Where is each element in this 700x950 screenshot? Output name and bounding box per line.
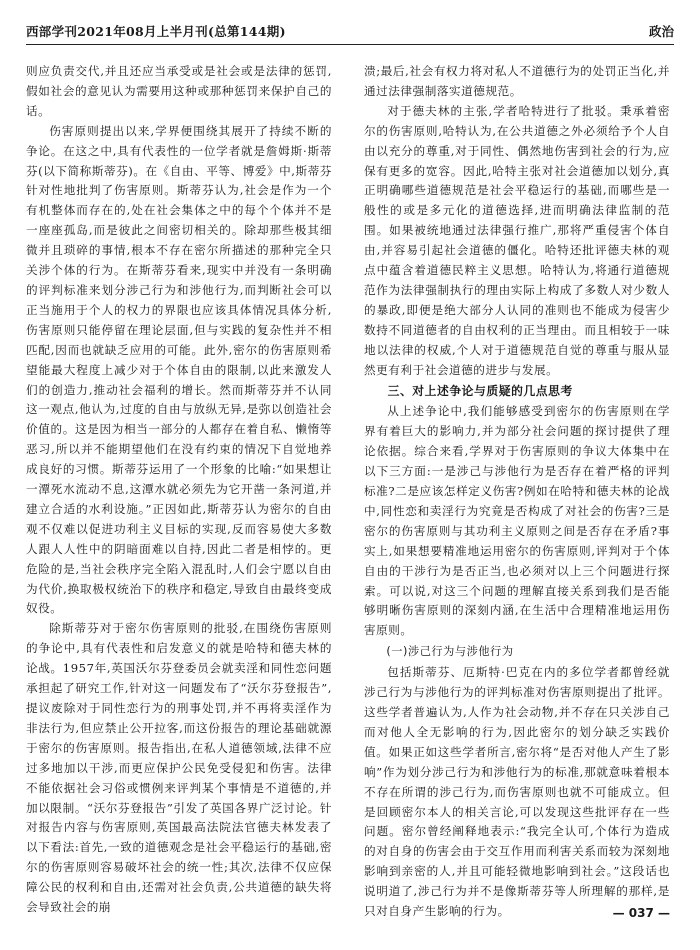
body-paragraph: 伤害原则提出以来,学界便围绕其展开了持续不断的争论。在这之中,具有代表性的一位学者就是詹姆斯·斯蒂芬(以下简称斯蒂芬)。在《自由、平等、博爱》中,斯蒂芬针对性地批判了伤害原则。斯蒂芬认为,社会是作为一个有机整体而存在的,处在社会集体之中的每个个体并不是一座座孤岛,而是彼此之间密切相关的。除却那些极其细微并且琐碎的事情,根本不存在密尔所描述的那种完全只关涉个体的行为。在斯蒂芬看来,现实中并没有一条明确的评判标准来划分涉己行为和涉他行为,而判断社会可以正当施用于个人的权力的界限也应该具体情况具体分析,伤害原则只能停留在理论层面,但与实践的复杂性并不相匹配,因而也就缺乏应用的可能。此外,密尔的伤害原则希望能最大程度上减少对于个体自由的限制,以此来激发人们的创造力,推动社会福利的增长。然而斯蒂芬并不认同这一观点,他认为,过度的自由与放纵无异,是弥以创造社会价值的。这是因为相当一部分的人都存在着自私、懒惰等恶习,所以并不能期望他们在没有约束的情况下自觉地养成良好的习惯。斯蒂芬运用了一个形象的比喻:“如果想让一潭死水流动不息,这潭水就必须先为它开凿一条河道,并建立合适的水利设施。”正因如此,斯蒂芬认为密尔的自由观不仅难以促进功利主义目标的实现,反而容易使大多数人跟人人性中的阴暗面难以自持,因此二者是相悖的。更危险的是,当社会秩序完全陷入混乱时,人们会宁愿以自由为代价,换取极权统治下的秩序和稳定,导致自由最终变成奴役。 — [26, 123, 332, 616]
journal-title: 西部学刊2021年08月上半月刊(总第144期) — [26, 24, 286, 39]
section-label: 政治 — [648, 24, 674, 39]
subsection-heading: (一)涉己行为与涉他行为 — [386, 645, 514, 659]
body-paragraph: 从上述争论中,我们能够感受到密尔的伤害原则在学界有着巨大的影响力,并为部分社会问题的探讨提供了理论依据。综合来看,学界对于伤害原则的争议大体集中在以下三方面:一是涉己与涉他行为是否存在着严格的评判标准?二是应该怎样定义伤害?例如在哈特和德夫林的论战中,同性恋和卖淫行为究竟是否构成了对社会的伤害?三是密尔的伤害原则与其功利主义原则之间是否存在矛盾?事实上,如果想要精准地运用密尔的伤害原则,评判对于个体自由的干涉行为是否正当,也必须对以上三个问题进行探索。可以说,对这三个问题的理解直接关系到我们是否能够明晰伤害原则的深刻内涵,在生活中合理精准地运用伤害原则。 — [364, 404, 670, 638]
left-column — [26, 62, 332, 918]
page-number: — 037 — — [612, 906, 670, 920]
body-paragraph: 除斯蒂芬对于密尔伤害原则的批驳,在围绕伤害原则的争论中,具有代表性和启发意义的就是哈特和德夫林的论战。1957年,英国沃尔芬登委员会就卖淫和同性恋问题承担起了研究工作,针对这一问题发布了“沃尔芬登报告”,提议废除对于同性恋行为的刑事处罚,并不再将卖淫作为非法行为,但应禁止公开拉客,而这份报告的理论基础就源于密尔的伤害原则。报告指出,在私人道德领域,法律不应过多地加以干涉,而更应保护公民免受侵犯和伤害。法律不能依据社会习俗或惯例来评判某个事情是不道德的,并加以限制。“沃尔芬登报告”引发了英国各界广泛讨论。针对报告内容与伤害原则,英国最高法院法官德夫林发表了以下看法:首先,一致的道德观念是社会平稳运行的基础,密尔的伤害原则容易破坏社会的统一性;其次,法律不仅应保障公民的权利和自由,还需对社会负责,公共道德的缺失将会导致社会的崩 — [26, 621, 332, 915]
section-heading: 三、对上述争论与质疑的几点思考 — [387, 383, 573, 398]
running-header — [26, 20, 674, 45]
body-paragraph: 包括斯蒂芬、厄斯特·巴克在内的多位学者都曾经就涉己行为与涉他行为的评判标准对伤害原则提出了批评。这些学者普遍认为,人作为社会动物,并不存在只关涉自己而对他人全无影响的行为,因此密尔的划分缺乏实践价值。如果正如这些学者所言,密尔将“是否对他人产生了影响”作为划分涉己行为和涉他行为的标准,那就意味着根本不存在所谓的涉己行为,而伤害原则也就不可能成立。但是回顾密尔本人的相关言论,可以发现这些批评存在一些问题。密尔曾经阐释地表示:“我完全认可,个体行为造成的对自身的伤害会由于交互作用而利害关系而较为深刻地影响到亲密的人,并且可能轻微地影响到社会。”这段话也说明道了,涉己行为并不是像斯蒂芬等人所理解的那样,是只对自身产生影响的行为。 — [364, 665, 670, 919]
body-paragraph: 对于德夫林的主张,学者哈特进行了批驳。秉承着密尔的伤害原则,哈特认为,在公共道德之外必须给予个人自由以充分的尊重,对于同性、偶然地伤害到社会的行为,应保有更多的宽容。因此,哈特主张对社会道德加以划分,真正明确哪些道德规范是社会平稳运行的基础,而哪些是一般性的或是多元化的道德选择,进而明确法律监制的范围。如果被统地通过法律强行推广,那将严重侵害个体自由,并容易引起社会道德的僵化。哈特还批评德夫林的观点中蕴含着道德民粹主义思想。哈特认为,将通行道德规范作为法律强制执行的理由实际上构成了多数人对少数人的暴政,即便是绝大部分人认同的准则也不能成为侵害少数持不同道德者的自由权利的正当理由。而且相较于一味地以法律的权威,个人对于道德规范自觉的尊重与服从显然更有利于社会道德的进步与发展。 — [364, 103, 670, 377]
body-paragraph: 则应负责交代,并且还应当承受或是社会或是法律的惩罚,假如社会的意见认为需要用这种或那种惩罚来保护自己的话。 — [26, 64, 332, 118]
body-paragraph: 溃;最后,社会有权力将对私人不道德行为的处罚正当化,并通过法律强制落实道德规范。 — [364, 64, 670, 98]
right-column — [364, 62, 670, 922]
